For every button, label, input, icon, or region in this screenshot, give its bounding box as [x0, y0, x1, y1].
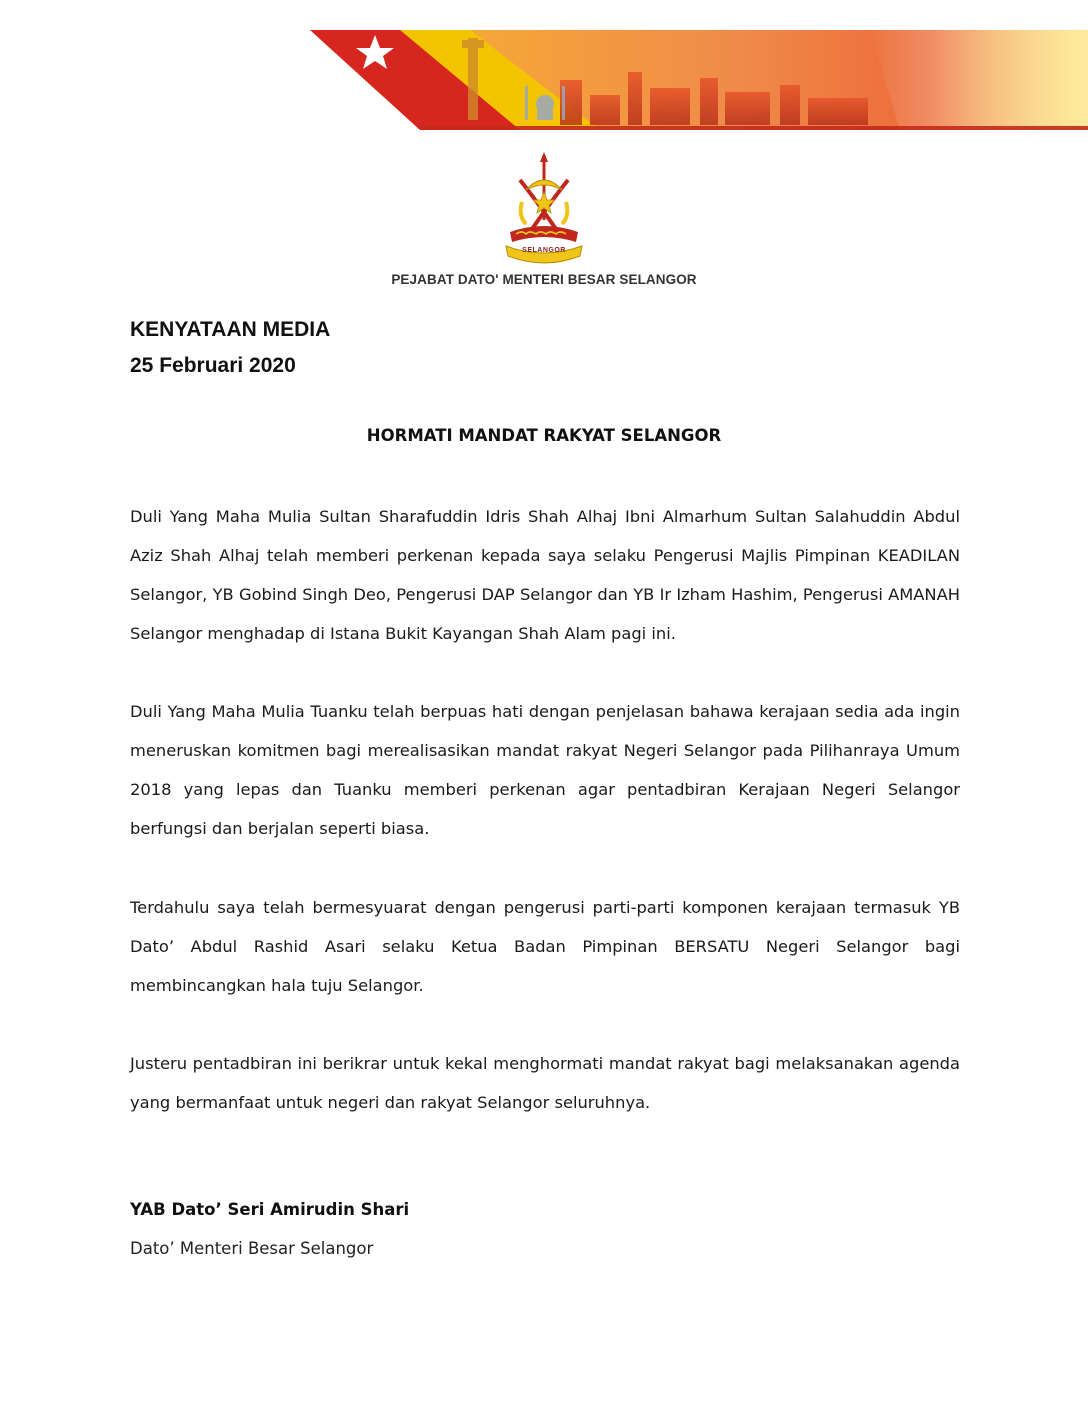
- office-name: PEJABAT DATO' MENTERI BESAR SELANGOR: [391, 272, 697, 287]
- paragraph-1: Duli Yang Maha Mulia Sultan Sharafuddin Idris Shah Alhaj Ibni Almarhum Sultan Salahuddin Abdul Aziz Shah Alhaj telah memberi perkenan kepada saya selaku Pengerusi Majlis Pimpinan KEADILAN Selangor, YB Gobind Singh Deo, Pengerusi DAP Selangor dan YB Ir Izham Hashim, Pengerusi AMANAH Selangor menghadap di Istana Bukit Kayangan Shah Alam pagi ini.: [130, 507, 960, 643]
- paragraph-3: Terdahulu saya telah bermesyuarat dengan pengerusi parti-parti komponen kerajaan termasuk YB Dato’ Abdul Rashid Asari selaku Ketua Badan Pimpinan BERSATU Negeri Selangor bagi membincangkan hala tuju Selangor.: [130, 898, 960, 995]
- header-banner: [0, 0, 1088, 140]
- crest-scroll-text: SELANGOR: [522, 247, 566, 254]
- document-type: KENYATAAN MEDIA: [130, 318, 331, 341]
- paragraph-4: Justeru pentadbiran ini berikrar untuk kekal menghormati mandat rakyat bagi melaksanakan agenda yang bermanfaat untuk negeri dan rakyat Selangor seluruhnya.: [130, 1054, 960, 1112]
- signatory-name: YAB Dato’ Seri Amirudin Shari: [130, 1200, 410, 1219]
- selangor-crest-logo: [496, 150, 592, 270]
- paragraph-2: Duli Yang Maha Mulia Tuanku telah berpuas hati dengan penjelasan bahawa kerajaan sedia ada ingin meneruskan komitmen bagi merealisasikan mandat rakyat Negeri Selangor pada Pilihanraya Umum 2018 yang lepas dan Tuanku memberi perkenan agar pentadbiran Kerajaan Negeri Selangor berfungsi dan berjalan seperti biasa.: [130, 702, 960, 838]
- document-date: 25 Februari 2020: [130, 354, 296, 377]
- headline: HORMATI MANDAT RAKYAT SELANGOR: [366, 426, 722, 445]
- signatory-title: Dato’ Menteri Besar Selangor: [130, 1239, 374, 1258]
- document-meta: [130, 312, 330, 384]
